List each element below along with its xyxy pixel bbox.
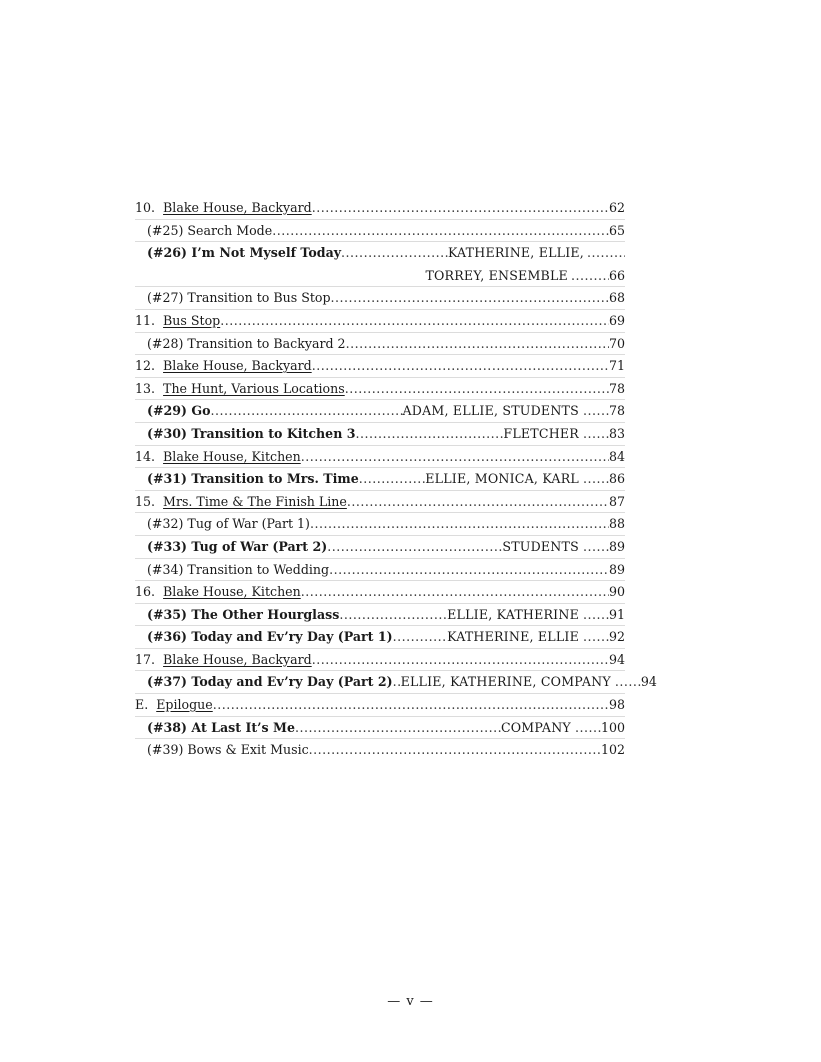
- toc-title: Transition to Bus Stop: [187, 290, 331, 306]
- toc-title: Today and Ev’ry Day (Part 1): [191, 629, 393, 645]
- toc-title: Mrs. Time & The Finish Line: [163, 493, 347, 509]
- toc-scene-row: [135, 694, 625, 717]
- toc-leader-dots: [347, 491, 609, 514]
- toc-leader-dots: [272, 220, 609, 243]
- toc-leader-dots: [571, 265, 609, 288]
- toc-cast: STUDENTS: [502, 538, 579, 554]
- toc-title: Blake House, Backyard: [163, 358, 312, 374]
- toc-title: At Last It’s Me: [191, 719, 295, 735]
- toc-scene-row: [135, 355, 625, 378]
- table-of-contents: [135, 197, 657, 762]
- toc-cast: KATHERINE, ELLIE: [447, 629, 579, 645]
- toc-leader-dots: [220, 310, 609, 333]
- toc-page-number: 87: [608, 493, 625, 509]
- toc-number: 13.: [135, 380, 156, 396]
- toc-page-number: 89: [608, 561, 625, 577]
- toc-leader-dots: [583, 626, 609, 649]
- toc-leader-dots: [301, 446, 609, 469]
- toc-title: The Other Hourglass: [191, 606, 340, 622]
- toc-leader-dots: [312, 355, 609, 378]
- toc-song-row: [135, 333, 625, 356]
- toc-title: Bus Stop: [163, 312, 221, 328]
- toc-number: 15.: [135, 493, 156, 509]
- toc-song-row: [135, 559, 625, 582]
- toc-title: Transition to Mrs. Time: [191, 471, 359, 487]
- toc-leader-dots: [211, 400, 403, 423]
- toc-number: (#30): [147, 425, 187, 441]
- toc-number: 12.: [135, 358, 156, 374]
- toc-leader-dots: [329, 559, 609, 582]
- page-footer-numeral: — v —: [387, 994, 434, 1009]
- toc-scene-row: [135, 378, 625, 401]
- toc-number: (#34): [147, 561, 184, 577]
- toc-song-row: [135, 423, 625, 446]
- toc-number: (#26): [147, 245, 187, 261]
- toc-cast: ELLIE, KATHERINE, COMPANY: [400, 674, 611, 690]
- toc-leader-dots: [356, 423, 504, 446]
- toc-title: Transition to Wedding: [187, 561, 330, 577]
- toc-page-number: 62: [608, 200, 625, 215]
- toc-page-number: 84: [608, 448, 625, 464]
- toc-number: (#38): [147, 719, 187, 735]
- toc-number: (#33): [147, 538, 187, 554]
- toc-leader-dots: [309, 739, 601, 762]
- toc-title: Blake House, Backyard: [163, 200, 312, 215]
- toc-title: Blake House, Kitchen: [163, 584, 301, 600]
- toc-leader-dots: [583, 604, 609, 627]
- toc-number: (#27): [147, 290, 184, 306]
- toc-song-row: [135, 739, 625, 762]
- toc-song-row: [135, 242, 625, 265]
- toc-number: E.: [135, 697, 149, 713]
- toc-title: Transition to Kitchen 3: [191, 425, 356, 441]
- toc-title: Tug of War (Part 1): [187, 516, 310, 532]
- toc-title: Go: [191, 403, 211, 419]
- toc-leader-dots: [301, 581, 609, 604]
- toc-number: 17.: [135, 651, 156, 667]
- toc-leader-dots: [575, 717, 601, 740]
- toc-continuation-row: [135, 265, 625, 288]
- toc-leader-dots: [359, 468, 426, 491]
- toc-page-number: 86: [608, 471, 625, 487]
- toc-number: 11.: [135, 312, 156, 328]
- toc-leader-dots: [587, 242, 625, 265]
- toc-cast: FLETCHER: [503, 425, 579, 441]
- toc-song-row: [135, 536, 625, 559]
- toc-song-row: [135, 287, 625, 310]
- toc-cast: COMPANY: [500, 719, 571, 735]
- toc-page-number: 66: [608, 267, 625, 283]
- toc-page-number: 100: [600, 719, 625, 735]
- toc-number: (#31): [147, 471, 187, 487]
- toc-scene-row: [135, 446, 625, 469]
- toc-page-number: 94: [640, 674, 657, 690]
- toc-number: 16.: [135, 584, 156, 600]
- toc-number: (#37): [147, 674, 187, 690]
- toc-page-number: 91: [608, 606, 625, 622]
- toc-song-row: [135, 400, 625, 423]
- toc-page-number: 88: [608, 516, 625, 532]
- toc-leader-dots: [339, 604, 447, 627]
- toc-leader-dots: [393, 671, 401, 694]
- toc-page-number: 90: [608, 584, 625, 600]
- toc-song-row: [135, 604, 625, 627]
- toc-leader-dots: [346, 333, 609, 356]
- toc-page-number: 70: [608, 335, 625, 351]
- toc-title: Blake House, Backyard: [163, 651, 312, 667]
- toc-number: (#35): [147, 606, 187, 622]
- toc-page-number: 102: [600, 742, 625, 758]
- toc-number: (#39): [147, 742, 184, 758]
- toc-leader-dots: [327, 536, 502, 559]
- toc-title: Epilogue: [156, 697, 213, 713]
- toc-song-row: [135, 671, 657, 694]
- toc-leader-dots: [341, 242, 448, 265]
- toc-title: The Hunt, Various Locations: [163, 380, 345, 396]
- toc-title: Search Mode: [187, 222, 273, 238]
- toc-number: (#25): [147, 222, 184, 238]
- toc-song-row: [135, 513, 625, 536]
- toc-cast: KATHERINE, ELLIE,: [447, 245, 584, 261]
- toc-page-number: 94: [608, 651, 625, 667]
- toc-leader-dots: [345, 378, 609, 401]
- toc-scene-row: [135, 310, 625, 333]
- toc-leader-dots: [331, 287, 609, 310]
- toc-number: 10.: [135, 200, 156, 215]
- toc-title: Transition to Backyard 2: [187, 335, 346, 351]
- toc-leader-dots: [310, 513, 609, 536]
- toc-page-number: 92: [608, 629, 625, 645]
- toc-leader-dots: [583, 468, 609, 491]
- toc-leader-dots: [312, 649, 609, 672]
- toc-page-number: 83: [608, 425, 625, 441]
- toc-page-number: 68: [608, 290, 625, 306]
- toc-leader-dots: [295, 717, 501, 740]
- toc-leader-dots: [393, 626, 448, 649]
- toc-title: Tug of War (Part 2): [191, 538, 328, 554]
- toc-page-number: 78: [608, 403, 625, 419]
- toc-title: Bows & Exit Music: [187, 742, 309, 758]
- toc-cast: ELLIE, MONICA, KARL: [425, 471, 579, 487]
- toc-leader-dots: [312, 197, 609, 220]
- toc-page-number: 65: [608, 222, 625, 238]
- toc-leader-dots: [583, 536, 609, 559]
- toc-leader-dots: [583, 400, 609, 423]
- toc-cast: ELLIE, KATHERINE: [447, 606, 579, 622]
- toc-cast: ADAM, ELLIE, STUDENTS: [402, 403, 579, 419]
- toc-number: (#29): [147, 403, 187, 419]
- toc-page-number: 98: [608, 697, 625, 713]
- toc-song-row: [135, 220, 625, 243]
- toc-title: Blake House, Kitchen: [163, 448, 301, 464]
- toc-scene-row: [135, 197, 625, 220]
- toc-title: Today and Ev’ry Day (Part 2): [191, 674, 393, 690]
- toc-page-number: 89: [608, 538, 625, 554]
- toc-song-row: [135, 626, 625, 649]
- toc-number: (#32): [147, 516, 184, 532]
- toc-scene-row: [135, 649, 625, 672]
- toc-number: 14.: [135, 448, 156, 464]
- toc-page-number: 69: [608, 312, 625, 328]
- toc-scene-row: [135, 581, 625, 604]
- toc-leader-dots: [213, 694, 609, 717]
- toc-title: I’m Not Myself Today: [191, 245, 342, 261]
- toc-page-number: 78: [608, 380, 625, 396]
- toc-leader-dots: [615, 671, 641, 694]
- toc-number: (#28): [147, 335, 184, 351]
- toc-leader-dots: [583, 423, 609, 446]
- toc-scene-row: [135, 491, 625, 514]
- toc-song-row: [135, 717, 625, 740]
- toc-cast: TORREY, ENSEMBLE: [425, 267, 568, 283]
- toc-page-number: 71: [608, 358, 625, 374]
- toc-song-row: [135, 468, 625, 491]
- toc-number: (#36): [147, 629, 187, 645]
